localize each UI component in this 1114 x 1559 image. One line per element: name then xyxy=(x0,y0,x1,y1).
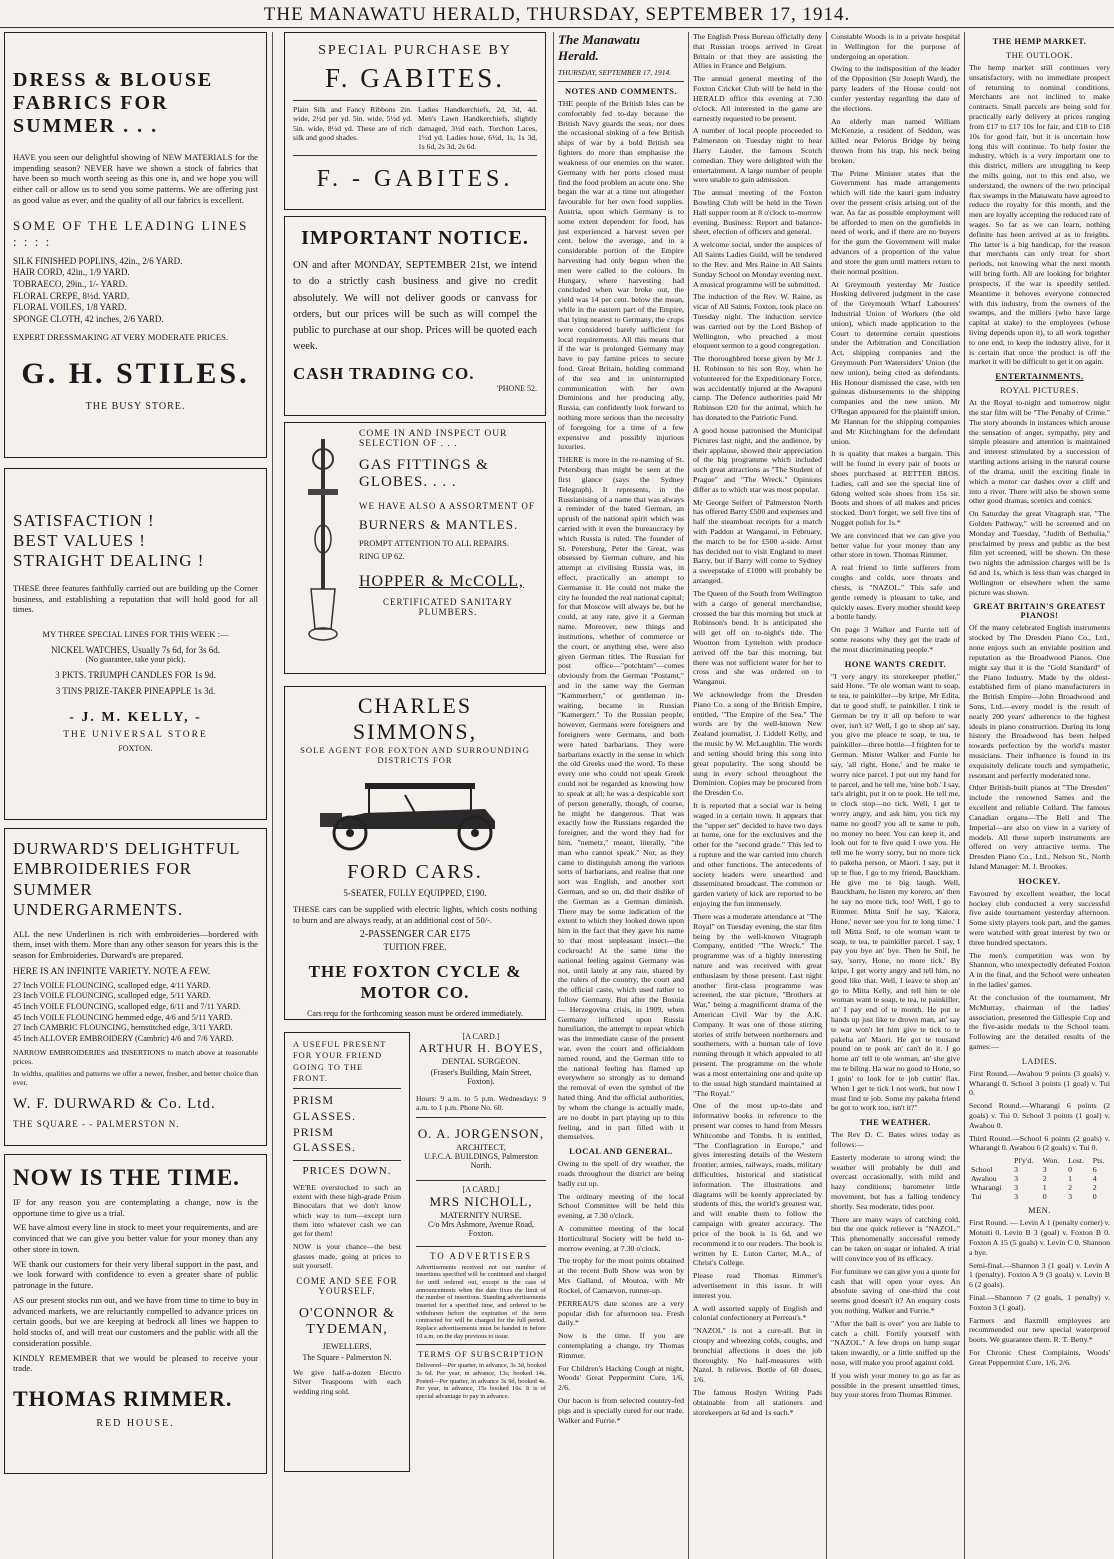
table-header-cell: Lost. xyxy=(1068,1156,1084,1166)
column-rule xyxy=(553,32,554,1559)
hockey-para: Favoured by excellent weather, the local hockey club conducted a very successful five aside tournament yesterday afternoon. Some sixty players took part, and the games were watched with great interest by two or three hundred spectators. xyxy=(969,888,1110,947)
hopper-phone: RING UP 62. xyxy=(359,552,405,561)
news-para: A number of local people proceeded to Palmerston on Tuesday night to hear Harry Lauder, the famous Scotch comedian. They were delighted with the entertainment. A large number of people were unable to gain admission. xyxy=(693,126,822,185)
table-cell: 1 xyxy=(1042,1183,1047,1193)
card-tag: [A CARD.] xyxy=(462,1032,500,1041)
table-cell: Tui xyxy=(971,1192,982,1202)
kelly-town: FOXTON. xyxy=(118,744,153,754)
table-header-cell: Won. xyxy=(1042,1156,1060,1166)
jorgenson-address: U.F.C.A. BUILDINGS, Palmerston North. xyxy=(424,1151,538,1170)
ladies-table xyxy=(969,1156,1110,1201)
news-para: There are many ways of catching cold, but the one quick reliever is "NAZOL." This phenomenally successful remedy can be taken on sugar or inhaled. A trial will convince you of its efficacy. xyxy=(831,1214,960,1263)
news-para: A welcome social, under the auspices of All Saints Ladies Guild, will be tendered to the Rev. and Mrs Raine in All Saints Sunday School on Monday evening next. A musical programme will be submitted. xyxy=(693,240,822,289)
pianos-para: Other British-built pianos at "The Dresden" include the renowned Sames and the excellent and reliable Collard. The famous Canadian organs—The Bell and The Imperial—are also on view in a variety of models. All these superb instruments are offered on very attractive terms. The Dresden Piano Co., Ltd., Nelson St., North Island Manager: M. J. Brookes. xyxy=(969,783,1110,871)
boyes-hours: Hours: 9 a.m. to 5 p.m. Wednesdays: 9 a.m. to 1 p.m. Phone No. 60. xyxy=(416,1094,546,1113)
weather-heading: THE WEATHER. xyxy=(860,1118,931,1128)
ladies-heading: LADIES. xyxy=(1021,1056,1058,1066)
local-para: Now is the time. If you are contemplating a change, try Thomas Rimmer. xyxy=(558,1331,684,1360)
simmons-advert xyxy=(284,686,546,1020)
cash-body: ON and after MONDAY, SEPTEMBER 21st, we intend to do a strictly cash business and give no credit absolutely. We will not deliver goods or canvass for orders, but our prices will be such as will compel the public to purchase at our shop. Prices will be quoted each week. xyxy=(293,260,537,353)
royal-para: At the Royal to-night and tomorrow night the star film will be "The Penalty of Crime." The story abounds in instances which arouse the sensation of anger, sympathy, pity and simple pleasure and attention is maintained and interest stimulated by a succession of startling actions arising in the natural course of the drama, until the exciting finale in which a motor car dashes over a cliff and into a river. There will also be shown some other good dramas, scenics and comics. xyxy=(969,398,1110,506)
durward-item: 45 Inch VOILE FLOUNCING, scalloped edge, 6/11 and 7/11 YARD. xyxy=(13,1002,241,1012)
gabites-handkerchiefs: Ladies Handkerchiefs, 2d, 3d, 4d. Men's Lawn Handkerchiefs, slightly damaged, 3½d each. Torchon Laces, 1½d yd. Ladies hose, 6½d, 1s, 1s 3d, 1s 6d, 2s 3d, 2s 6d. xyxy=(418,105,537,151)
durward-advert xyxy=(4,828,267,1146)
column-1 xyxy=(4,32,267,1559)
stiles-item: TOBRAECO, 29in., 1/- YARD. xyxy=(13,279,128,290)
table-cell: Wharangi xyxy=(971,1183,1002,1193)
news-para: "NAZOL" is not a cure-all. But in croupy and wheezing colds, coughs, and bronchial affections it does the job thoroughly. No half-measures with Nazol. It relieves. Bottle of 60 doses, 1/6. xyxy=(693,1326,822,1385)
durward-title: DURWARD'S DELIGHTFUL EMBROIDERIES FOR SUMMER UNDERGARMENTS. xyxy=(13,839,240,920)
table-row xyxy=(969,1183,1110,1192)
editorial-para: THERE is more in the re-naming of St. Petersburg than might be seen at the first glance (says the Sydney Telegraph). It represents, in the Russianising of a name that was always a reminder of the hated German, an uprush of the national spirit which was carried with it even the bureaucracy by which Russia is ruled. The founder of St. Petersburg, Peter the Great, was obsessed by German culture, and his attempt at civilising Russia was, in effect, practically an attempt to Germanise it. He could not make the city he founded the real national capital; for that Moscow will always be, but he could, at any rate, give it a German name. Moreover, new things and institutions, whether of commerce or the court, or anything else, were also given German titles. The Russian for post office—"potchtam"—comes obviously from the German "Postamt," and in the same way the German "Kammerherr," or gentleman in-waiting, became in Russian "Kamergerr." To the Russian people, however, Germans were foreigners and foreigners were Germans, and both were hated barbarians. They were barbarians exactly in the sense in which the old Greeks used the word. To these every one who could not speak Greek could not be regarded as knowing how to speak at all; he was a despicable sort of person generally, though, of course, he might be dangerous. That was exactly how the Russians regarded the foreigner, and the word they had for him, "nemetz," meant, literally, "the man who cannot speak." Nor, as they came to distinguish among the various sorts of barbarians, and realise that one sort was English, and another sort German, and so on, did their dislike of the German as a German diminish. There may be some indication of the extent to which they looked down upon him in the fact that they gave his name to that most unpleasant insect—the cockroach! At the same time the national feeling against Germany was not, until lately at any rate, shared by the rulers of the country, the court and the official caste, which used rather to follow Germany. But after the Bosnia — Herzegovina crisis, in 1909, when Germany inflicted upon Russia humiliation, the attempt to repeat which was the immediate cause of the present war, even the court and officialdom turned round, and the German title to the national feeling has flamed up everywhere so strongly as to demand the removal of even the symbol of the hated thing. And the official authorities, by whom the change is actually made, are no doubt in part playing up to this feeling, and in part filled with it themselves. xyxy=(558,455,684,1142)
stiles-item: SPONGE CLOTH, 42 inches, 2/6 YARD. xyxy=(13,314,164,325)
news-para: An elderly man named William McKenzie, a resident of Seddon, was killed near Pelorus Bridge by being thrown from his trap, his neck being broken. xyxy=(831,116,960,165)
news-para: Constable Woods is in a private hospital in Wellington for the purpose of undergoing an operation. xyxy=(831,32,960,61)
stiles-item: FLORAL CREPE, 8½d. YARD. xyxy=(13,290,130,301)
stiles-item: FLORAL VOILES, 1/8 YARD. xyxy=(13,302,127,313)
durward-narrow: NARROW EMBROIDERIES and INSERTIONS to match above at reasonable prices. xyxy=(13,1047,258,1066)
news-para: Owing to the indisposition of the leader of the Opposition (Sir Joseph Ward), the party leaders of the House could not confer yesterday regarding the date of the elections. xyxy=(831,64,960,113)
simmons-footer: Cars requ for the forthcoming season must be ordered immediately. xyxy=(307,1009,523,1019)
column-5 xyxy=(831,32,960,1559)
news-para: For Chronic Chest Complaints, Woods' Great Peppermint Cure, 1/6, 2/6. xyxy=(969,1348,1110,1367)
nicholl-role: MATERNITY NURSE. xyxy=(440,1209,522,1220)
column-rule xyxy=(688,32,689,1559)
hopper-text xyxy=(359,429,537,667)
table-header-cell: Pts. xyxy=(1092,1156,1105,1166)
column-3 xyxy=(558,32,684,1559)
table-cell: 4 xyxy=(1092,1174,1097,1184)
hockey-result: First Round. — Levin A 1 (penalty corner) v. Motuiti 0. Levin B 3 (goal) v. Foxton B 0. Foxton A 15 (5 goals) v. Levin C 0. Shannon a bye. xyxy=(969,1218,1110,1257)
durward-variety: HERE IS AN INFINITE VARIETY. NOTE A FEW. xyxy=(13,966,211,977)
rimmer-para: WE have almost every line in stock to meet your requirements, and are convinced that we can give you better value for your money than any other store in town. xyxy=(13,1222,258,1254)
hopper-burners: BURNERS & MANTLES. xyxy=(359,517,519,532)
news-para: At Greymouth yesterday Mr Justice Hosking delivered judgment in the case of the Greymouth Wharf Labourers' Industrial Union of Workers (the old union), which made application to the Court to determine certain questions under the Arbitration and Conciliation Act, shipping companies and the Greymouth Port Watersiders' Union (the new union), being cited as defendants. His Honour dismissed the case, with ten guineas disbursements to the shipping companies and the new union. Mr O'Regan appeared for the plaintiff union, Mr Hannan for the shipping companies and Mr Kitchingham for the defendant union. xyxy=(831,279,960,446)
kelly-line-2: BEST VALUES ! xyxy=(13,531,146,550)
royal-heading: ROYAL PICTURES. xyxy=(1000,386,1079,396)
card-tag: [A CARD.] xyxy=(462,1184,500,1194)
jorgenson-role: ARCHITECT, xyxy=(456,1141,506,1152)
table-cell: 3 xyxy=(1042,1165,1047,1175)
oconnor-address: The Square - Palmerston N. xyxy=(302,1353,392,1362)
kelly-advert xyxy=(4,468,267,820)
rimmer-para: IF for any reason you are contemplating a change, now is the opportune time to give us a trial. xyxy=(13,1197,258,1218)
news-para: Farmers and flaxmill employees are recommended our new special waterproof boots. We guarantee them. R. T. Betty.* xyxy=(969,1315,1110,1345)
lower-adverts-row xyxy=(284,1032,546,1472)
gas-fitting-illustration xyxy=(293,429,353,659)
news-para: Mr George Seifert of Palmerston North has offered Barry £500 and expenses and half the steamboat receipts for a match with Paddon at Wanganui, in February, the match to be for £500 a-side. Arnst has decided not to visit England to meet Barry, but if Barry will come to Sydney a sweepstake of £1000 will probably be arranged. xyxy=(693,497,822,586)
ford-car-illustration xyxy=(293,765,537,855)
news-para: "After the ball is over" you are liable to catch a chill. Fortify yourself with "NAZOL." A few drops on lump sugar taken inwardly, or a little sniffed up the nose, will make you proof against cold. xyxy=(831,1318,960,1367)
table-row xyxy=(969,1165,1110,1174)
cycle-motor-co: THE FOXTON CYCLE & MOTOR CO. xyxy=(308,962,522,1002)
hone-story: "I very angry its storekeeper pheller," said Hone. "Te ole woman want to soap, te tea, te painkiller—by kripe, Mr Edita, dat te good stuff, te painkiller. I tink te German be try it all up before te war over, isn't it? Well, I go te shop an' say, you give me pleace te soap, te tea, te painkiller—three bottle—I frighten for te German. Mister Walker and Furrie he say, 'all right, Hone,' and he make te worry nice parcel. I put out my hand for te parcel, and he tell me, 'nine bob.' I say, tat's alright, put it on te pook. He tell me, te clock stop—no tick. Well, I get te worry angry, and ask him, you tick my name no good? you all te same te pub, no money no beer. You can keep it, and look out for te five quid I owe you. He tell me he worry sorry, but no more tick to pakeha person, or Maori. I say, put it up te flue, I go to my friend, Bauckham. He give me te big laugh. Well, Bauckham, he listen my korero, an' then he say no more tick, too! Well, I go to Rimmer. Mitta Snif he say, 'Kaiora, Hone,' never see you for te long time.' I tell Mitta Snif, te ole woman want te soap, te tea, te painkiller parcel. I say, I pay you bye an' bye. Then he Snif, he say, 'sorry, Hone, no more tick.' By kripe, I get worry angry and tell him, no good like that. Well, I leave te shop an' go to Mitta Kelly, and tell him te ole woman want te soap, te tea, te painkiller, an' I pay end of te month. He put te hands up just like te drown man, an' say te war won't let him give te tick to te pakeha an' Maori. He got te tousand pound on te pook an' can't do it. I go home an' tell te ole woman, an' she give me te biling. Ha war no good to Hone, so I goin' to look for te job cuttin' flax. When I get te tick I not work, but now I must find te job. Some my pakeha friend be got to work too, isn't it?" xyxy=(831,671,960,1113)
ford-cars-heading: FORD CARS. xyxy=(347,861,483,883)
kelly-special-head: MY THREE SPECIAL LINES FOR THIS WEEK :— xyxy=(42,629,229,640)
hockey-para: The men's competition was won by Shannon, who unexpectedly defeated Foxton A in the final, and the School were unbeaten in the ladies' games. xyxy=(969,950,1110,990)
stiles-expert: EXPERT DRESSMAKING AT VERY MODERATE PRICES. xyxy=(13,331,228,342)
masthead: THE MANAWATU HERALD, THURSDAY, SEPTEMBER 17, 1914. xyxy=(0,0,1114,28)
cash-phone: 'PHONE 52. xyxy=(496,383,537,393)
news-para: The annual meeting of the Foxton Bowling Club will be held in the Town Hall supper room at 8 o'clock to-morrow evening. Business: Report and balance-sheet, election of officers and general. xyxy=(693,188,822,237)
table-cell: 0 xyxy=(1092,1192,1097,1202)
hockey-result: Second Round.—Wharangi 6 points (2 goals) v. Tui 0. School 3 points (1 goal) v. Awahou 0. xyxy=(969,1101,1110,1130)
cash-title: IMPORTANT NOTICE. xyxy=(301,227,529,249)
rimmer-para: WE thank our customers for their very liberal support in the past, and we look forward with confidence to even a greater share of public patronage in the future. xyxy=(13,1258,258,1291)
hockey-result: Semi-final.—Shannon 3 (1 goal) v. Levin A 1 (penalty). Foxton A 9 (3 goals) v. Levin B 6 (2 goals). xyxy=(969,1260,1110,1290)
weather-para: The Rev D. C. Bates wires today as follows:— xyxy=(831,1130,960,1149)
advertisers-text: Advertisements received not out number of insertions specified will be continued and charged for until ordered out, except in the case of announcements when the date fixes the limit of the number of insertions. Standing advertisements inserted for a specified time, and ordered to be withdrawn before the expiration of the term contracted for will be charged for the full period. Replace advertisements must be handed in before 10 a.m. on the day previous to issue. xyxy=(416,1263,546,1340)
oconnor-body-2: NOW is your chance—the best glasses made, going at prices to suit yourself. xyxy=(293,1242,401,1270)
stiles-name: G. H. STILES. xyxy=(21,356,250,390)
advertisers-heading: TO ADVERTISERS xyxy=(429,1250,533,1261)
durward-address: THE SQUARE - - PALMERSTON N. xyxy=(13,1118,180,1129)
news-para: It is reported that a social war is being waged in a certain town. It appears that the "upper set" decided to have two days at home, one for the exclusives and the other for the "second grade." This led to a rupture and the war carried into church and other functions. The antecedents of society leaders were unearthed and disseminated broadcast. The common or garden variety of kick are reported to be enjoying the fun immensely. xyxy=(693,800,822,909)
stiles-tagline: THE BUSY STORE. xyxy=(85,401,186,413)
outlook-heading: THE OUTLOOK. xyxy=(1006,51,1073,60)
oconnor-name: O'CONNOR & TYDEMAN, xyxy=(298,1306,396,1337)
rimmer-title: NOW IS THE TIME. xyxy=(13,1165,240,1190)
simmons-title: CHARLES SIMMONS, xyxy=(352,693,478,744)
news-para: The Queen of the South from Wellington with a cargo of general merchandise, crossed the bar this morning but stuck at Robinson's bend. It is anticipated she will get off on to-night's tide. The Wootton from Lyttelton with produce arrived off the bar this morning, but there was not sufficient water for her to cross and she was ordered on to Wanganui. xyxy=(693,588,822,687)
table-cell: 3 xyxy=(1068,1192,1073,1202)
men-heading: MEN. xyxy=(1028,1206,1051,1216)
table-cell: 6 xyxy=(1092,1165,1097,1175)
ford-price: 5-SEATER, FULLY EQUIPPED, £190. xyxy=(343,888,487,898)
local-para: PERREAU'S date scones are a very popular dish for afternoon tea. Fresh daily.* xyxy=(558,1298,684,1328)
gabites-heading: SPECIAL PURCHASE BY xyxy=(318,43,512,58)
boyes-role: DENTAL SURGEON. xyxy=(441,1056,521,1066)
hopper-gas: GAS FITTINGS & GLOBES. . . . xyxy=(359,457,489,490)
kelly-special-3: 3 TINS PRIZE-TAKER PINEAPPLE 1s 3d. xyxy=(55,686,216,697)
hopper-advert xyxy=(284,422,546,674)
local-para: Our bacon is from selected country-fed pigs and is specially cured for our trade. Walker and Furrie.* xyxy=(558,1396,684,1425)
subscription-heading: TERMS OF SUBSCRIPTION xyxy=(417,1349,545,1360)
table-header-row xyxy=(969,1156,1110,1165)
paper-name: The Manawatu Herald. xyxy=(558,32,640,63)
table-cell: 1 xyxy=(1068,1174,1073,1184)
kelly-special-2: 3 PKTS. TRIUMPH CANDLES FOR 1s 9d. xyxy=(55,670,216,681)
rimmer-para: KINDLY REMEMBER that we would be pleased to receive your trade. xyxy=(13,1352,258,1374)
oconnor-come: COME AND SEE FOR YOURSELF. xyxy=(296,1276,398,1296)
table-cell: 3 xyxy=(1014,1192,1019,1202)
table-cell: 2 xyxy=(1092,1183,1097,1193)
royal-para: On Saturday the great Vitagraph star, "The Golden Pathway," will be screened and on Monday and Tuesday, "Judith of Bethulia," proclaimed by press and public as the best film yet screened, will be shown. On these two nights the admission charges will be 1s 6d and 1s, which is less than was charged in Wellington or elsewhere when the same picture was shown. xyxy=(969,509,1110,597)
hockey-result: Final.—Shannon 7 (2 goals, 1 penalty) v. Foxton 3 (1 goal). xyxy=(969,1292,1110,1312)
stiles-advert xyxy=(4,32,267,458)
gabites-offers xyxy=(293,100,537,156)
table-cell: 0 xyxy=(1042,1192,1047,1202)
hemp-para: The hemp market still continues very unsatisfactory, with no immediate prospect of returning to nominal conditions. Merchants are not inclined to make contracts. Small parcels are being sold for practically early delivery at prices ranging from £17 to £17 10s for fair, and £18 to £18 10s for good fair, but it is uncertain how long this will continue. To help foster the industry, which is a very important one to this district, millers are struggling to keep the mills going, not to this end also, we understand, the owners of the two principal flax swamps in the Manawatu have agreed to reduce the royalty for this month, and the men are loyally accepting the reduced rate of wages. So far as we can learn, nothing definite has been arrived at as to freights. The latter is a big handicap, for the reason that merchants can only treat for short periods, not knowing what the next month will bring forth. All are looking for brighter prospects, if the war is speedily settled. Meantime it behoves everyone connected with this industry, from the owners of the swamps, and the millers (who have large capital at stake) to the employees (whose living depends upon it), to all work together to one end, to keep the industry alive, for it is certain that once the product is off the market it will be difficult to get it on again. xyxy=(969,63,1110,367)
news-para: One of the most up-to-date and informative books in reference to the present war comes to hand from Messrs Whitcombe and Tombs. It is entitled, "The Conflagration in Europe," and gives interesting details of the Western frontier, armies, railways, roads, military difficulties, historical and statistical information. The illustrations and diagrams will be keenly appreciated by students of this, the world's greatest war, and will enable them to follow the campaign with greater accuracy. The price of the book is 1s 6d, and we recommend it to our readers. The book is written by E. Luton Carter, M.A., of Christ's College. xyxy=(693,1101,822,1268)
oconnor-advert xyxy=(284,1032,410,1472)
column-rule xyxy=(964,32,965,1559)
news-para: A real friend to little sufferers from coughs and colds, sore throats and chests, is "NAZOL." This safe and gentle remedy is pleasant to take, and quickly eases. Every mother should keep a bottle handy. xyxy=(831,563,960,622)
durward-item: 27 Inch VOILE FLOUNCING, scalloped edge, 4/11 YARD. xyxy=(13,980,211,990)
column-2 xyxy=(284,32,546,1559)
news-para: We acknowledge from the Dresden Piano Co. a song of the British Empire, entitled, "The Empire of the Sea." The words are by the well-known New Zealand journalist, J. Liddell Kelly, and the music by W. McLaughlin. The words and setting should bring this song into great popularity. The song should be sung in every school throughout the Dominion. Copies may be procured from the Dresden Co. xyxy=(693,690,822,798)
news-para: A well assorted supply of English and colonial confectionery at Perreau's.* xyxy=(693,1303,822,1323)
oconnor-prism: PRISM GLASSES. PRISM GLASSES. xyxy=(293,1093,357,1155)
ford-tuition: TUITION FREE. xyxy=(383,942,447,953)
durward-name: W. F. DURWARD & Co. Ltd. xyxy=(13,1095,216,1112)
hopper-line: COME IN AND INSPECT OUR SELECTION OF . . . xyxy=(359,429,508,449)
local-para: The trophy for the most points obtained at the recent Bulb Show was won by Mrs Galland, of Moutoa, with Mr Rockel, of Carnarvon, runner-up. xyxy=(558,1256,684,1295)
durward-item: 45 Inch ALLOVER EMBROIDERY (Cambric) 4/6 and 7/6 YARD. xyxy=(13,1034,234,1044)
column-rule xyxy=(826,32,827,1559)
notes-heading: NOTES AND COMMENTS. xyxy=(564,87,678,96)
stiles-lines-heading: SOME OF THE LEADING LINES : : : : xyxy=(13,217,249,249)
rimmer-para: AS our present stocks run out, and we have from time to time to buy in advanced markets, we are reluctantly compelled to advance prices on certain goods, but we are keeping at bedrock all lines we happen to hold stocks of, and will treat our customers and the public with all the consideration possible. xyxy=(13,1294,258,1348)
oconnor-line: A USEFUL PRESENT FOR YOUR FRIEND GOING TO THE FRONT. xyxy=(293,1040,387,1084)
professional-cards xyxy=(416,1032,546,1472)
local-para: A committee meeting of the local Horticultural Society will be held to-morrow evening, at 7.30 o'clock. xyxy=(558,1224,684,1253)
hockey-result: Third Round.—School 6 points (2 goals) v. Wharangi 0. Awahou 6 (2 goals) v. Tui 0. xyxy=(969,1133,1110,1153)
news-para: The Prime Minister states that the Government has made arrangements which will tide the kauri gum industry over the present crisis arising out of the war. As far as possible employment will be afforded to men on the gumfields in need of work, and if there are no buyers for the gum the Government will make advances of a proportion of the value and store the gum until matters return to their normal position. xyxy=(831,168,960,276)
rimmer-tagline: RED HOUSE. xyxy=(96,1418,175,1430)
subscription-text: Delivered—Per quarter, in advance, 3s 3d, booked 3s 6d. Per year, in advance, 13s; booked 14s. Posted—Per quarter, in advance 3s 9d, booked 4s. Per year, in advance, 15s booked 16s. It is of special advantage to pay in advance. xyxy=(416,1362,546,1401)
cash-name: CASH TRADING CO. xyxy=(293,363,475,383)
rimmer-advert xyxy=(4,1154,267,1474)
gabites-footer: F. - GABITES. xyxy=(316,166,514,193)
boyes-name: ARTHUR H. BOYES, xyxy=(418,1041,544,1055)
hopper-line: WE HAVE ALSO A ASSORTMENT OF xyxy=(359,501,535,511)
stiles-item: SILK FINISHED POPLINS, 42in., 2/6 YARD. xyxy=(13,255,183,266)
durward-item: 45 Inch VOILE FLOUNCING hemmed edge, 4/6 and 5/11 YARD. xyxy=(13,1012,233,1022)
editorial-para: THE people of the British Isles can be comfortably fed to-day because the British Navy guards the seas, nor does the occasional sinking of a few British ships of war by a bold British sea fighters do more than emphasise the weakness of our enemies on the water. Germany with her ports closed must find the food problem an acute one. She began the war at a time not altogether favourable for her own food supplies. Austria, upon which Germany is to some extent dependent for food, has just experienced a harvest seven per cent. below the average, and in a considerable portion of the Empire harvesting had only begun when the men were called to the colours. In Hungary, where harvesting had concluded when war broke out, the yield was 14 per cent. below the mean, while in the eastern part of the Empire, that lying nearest to Germany, the crops were considered barely sufficient for local requirements. All this means that if the war is prolonged Germany may have to pay famine prices to secure food. Great Britain, holding command of the sea and in uninterrupted communication with her own Dominions and her producing ally, Russia, can confidently look forward to nothing more serious than the necessity of foregoing for a time of a few expensive and possibly injurious luxuries. xyxy=(558,99,684,452)
durward-item: 23 Inch VOILE FLOUNCING, scalloped edge, 5/11 YARD. xyxy=(13,991,211,1001)
oconnor-prices: PRICES DOWN. xyxy=(302,1164,392,1177)
news-para: Please read Thomas Rimmer's advertisement in this issue. It will interest you. xyxy=(693,1271,822,1300)
oconnor-body: WE'RE overstocked to such an extent with these high-grade Prism Binoculars that we don't know which way to turn—except turn them into whatever cash we can get for them! xyxy=(293,1182,401,1238)
hockey-para: At the conclusion of the tournament, Mr McMurray, chairman of the ladies' association, presented the Gillespie Cup and the five-aside medals to the School team. Following are the detailed results of the games:— xyxy=(969,992,1110,1051)
kelly-line-1: SATISFACTION ! xyxy=(13,511,155,530)
column-6 xyxy=(969,32,1110,1559)
stiles-item: HAIR CORD, 42in., 1/9 YARD. xyxy=(13,267,130,278)
cash-trading-advert xyxy=(284,216,546,416)
ford-body: THESE cars can be supplied with electric lights, which costs nothing to burn and are always ready, at an additional cost of 50/-. xyxy=(293,904,537,925)
stiles-intro: HAVE you seen our delightful showing of NEW MATERIALS for the impending season? NEVER have we shown a stock of fabrics that have been so much worth seeing as this one is, and we hope you will either call or allow us to send you some patterns. We are offering just as good value as ever, and the quality of all our fabrics is excellent. xyxy=(13,152,258,205)
news-para: There was a moderate attendance at "The Royal" on Tuesday evening, the star film being by the well-known Vitagraph Company, entitled "The Wreck." The programme was of a highly interesting nature and was received with great enthusiasm by those present. Last night another first-class programme was screened, the star picture, "Brothers at War," being a magnificent drama of the American Civil War by the A.K. Company. It was one of those stirring stories of strife between northerners and southerners, with a human tale of love running through it which appealed to all present. The programme on the whole was a most entertaining one and quite up to the usual high standard maintained at "The Royal." xyxy=(693,911,822,1098)
table-cell: 3 xyxy=(1014,1183,1019,1193)
table-header-cell xyxy=(969,1156,1012,1165)
local-para: The ordinary meeting of the local School Committee will be held this evening, at 7.30 o'clock. xyxy=(558,1191,684,1221)
table-row xyxy=(969,1192,1110,1201)
gabites-advert xyxy=(284,32,546,210)
hockey-result: First Round.—Awahou 9 points (3 goals) v. Wharangi 0. School 3 points (1 goal) v. Tui 0. xyxy=(969,1068,1110,1098)
weather-para: Easterly moderate to strong wind; the weather will probably be dull and overcast occasionally, with mild and hazy conditions; barometer little movement, but has a falling tendency shortly. Sea moderate, tides poor. xyxy=(831,1152,960,1211)
kelly-body: THESE three features faithfully carried out are building up the Corner business, and establishing a reputation that will hold good for all times. xyxy=(13,583,258,615)
editorial-date: THURSDAY, SEPTEMBER 17, 1914. xyxy=(558,68,672,77)
news-para: We are convinced that we can give you better value for your money than any other store in town. Thomas Rimmer. xyxy=(831,530,960,560)
news-para: On page 3 Walker and Furrie tell of some reasons why they get the trade of the most discriminating people.* xyxy=(831,625,960,654)
local-heading: LOCAL AND GENERAL. xyxy=(569,1147,673,1157)
hopper-repairs: PROMPT ATTENTION TO ALL REPAIRS. xyxy=(359,539,509,548)
gabites-ribbons: Plain Silk and Fancy Ribbons 2in. wide, 2½d per yd. 5in. wide, 5½d yd. 5in. wide, 8½d yd. These are of rich silk and good shades. xyxy=(293,105,412,142)
hopper-tagline: CERTIFICATED SANITARY PLUMBERS. xyxy=(383,597,513,617)
table-cell: 2 xyxy=(1068,1183,1073,1193)
local-para: For Children's Hacking Cough at night, Woods' Great Peppermint Cure, 1/6, 2/6. xyxy=(558,1363,684,1393)
kelly-name: - J. M. KELLY, - xyxy=(69,710,202,726)
news-para: The English Press Bureau officially deny that Russian troops arrived in Great Britain or that they are assisting the Allies in France and Belgium. xyxy=(693,32,822,71)
table-cell: 2 xyxy=(1042,1174,1047,1184)
table-cell: School xyxy=(971,1165,993,1175)
table-cell: Awahou xyxy=(971,1174,997,1184)
news-para: A good house patronised the Municipal Pictures last night, and the audience, by their applause, showed their appreciation of the big programme which included such great attractions as "The Student of Prague" and "The Wreck." Opinions differ as to which star was most popular. xyxy=(693,425,822,494)
news-para: The famous Roslyn Writing Pads obtainable from all stationers and storekeepers at 6d and 1s each.* xyxy=(693,1388,822,1417)
boyes-address: (Fraser's Building, Main Street, Foxton). xyxy=(430,1068,532,1086)
kelly-special-1: NICKEL WATCHES, Usually 7s 6d, for 3s 6d. xyxy=(51,645,220,656)
table-cell: 3 xyxy=(1014,1165,1019,1175)
oconnor-trade: JEWELLERS, xyxy=(322,1342,372,1351)
column-4 xyxy=(693,32,822,1559)
column-rule xyxy=(272,32,273,1559)
kelly-special-1-note: (No guarantee, take your pick). xyxy=(85,655,186,665)
table-row xyxy=(969,1174,1110,1183)
jorgenson-name: O. A. JORGENSON, xyxy=(417,1125,545,1141)
news-para: The induction of the Rev. W. Raine, as vicar of All Saints, Foxton, took place on Tuesday night. The induction service was carried out by the Lord Bishop of Wellington, who preached a most eloquent sermon to a good congregation. xyxy=(693,292,822,351)
news-para: For furniture we can give you a quote for cash that will open your eyes. An absolute saving of one-third the cost seems good doesn't it? An enquiry costs you nothing. Walker and Furrie.* xyxy=(831,1266,960,1315)
table-header-cell: Pl'y'd. xyxy=(1014,1156,1034,1166)
hockey-heading: HOCKEY. xyxy=(1018,876,1061,886)
stiles-title: DRESS & BLOUSE FABRICS FOR SUMMER . . . xyxy=(13,69,214,137)
entertainments-heading: ENTERTAINMENTS. xyxy=(995,372,1084,382)
hopper-name: HOPPER & McCOLL, xyxy=(359,573,524,590)
durward-item: 27 Inch CAMBRIC FLOUNCING, hemstitched edge, 3/11 YARD. xyxy=(13,1023,233,1033)
pianos-heading: GREAT BRITAIN'S GREATEST PIANOS! xyxy=(973,602,1106,621)
gabites-name: F. GABITES. xyxy=(324,63,506,93)
durward-widths: In widths, qualities and patterns we offer a newer, fresher, and better choice than ever. xyxy=(13,1069,258,1088)
oconnor-teaspoons: We give half-a-dozen Electro Silver Teaspoons with each wedding ring sold. xyxy=(293,1368,401,1396)
news-para: If you wish your money to go as far as possible in the present unsettled times, buy your stores from Thomas Rimmer. xyxy=(831,1370,960,1400)
news-para: It is quality that makes a bargain. This will be found in every pair of boots or shoes purchased at RETTER BROS. Ladies, call and see the special line of 6dong welted sole shoes from 15s sir. Boots and shoes of all makes and prices stocked. Don't forget, we sell five tins of Nugget polish for 1s.* xyxy=(831,449,960,527)
nicholl-name: MRS NICHOLL, xyxy=(429,1193,533,1209)
table-cell: 3 xyxy=(1014,1174,1019,1184)
local-para: Owing to the spell of dry weather, the roads throughout the district are being badly cut up. xyxy=(558,1159,684,1188)
hone-heading: HONE WANTS CREDIT. xyxy=(844,659,947,669)
ford-two-passenger: 2-PASSENGER CAR £175 xyxy=(359,929,471,941)
kelly-store: THE UNIVERSAL STORE xyxy=(63,730,208,741)
pianos-para: Of the many celebrated English instruments stocked by The Dresden Piano Co., Ltd., none enjoys such an enviable position and reputation as the Broadwood Pianos. One might say that it is the "Gold Standard" of the Piano Industry. Made by the oldest-established firm of piano manufacturers in the British Empire—John Broadwood and Sons, Ltd.—every model is the result of nearly 200 years' adherence to the highest ideals in piano construction. During its long history the Broadwood has been helped towards perfection by the world's master musicians. Their influence is found in its exquisitely delicate touch and sympathetic, resonant and perfectly moderated tone. xyxy=(969,623,1110,780)
table-cell: 0 xyxy=(1068,1165,1073,1175)
durward-body: ALL the new Underlinen is rich with embroideries—bordered with them, inset with them. More than any other season for years this is the season for Embroideries. Durward's are prepared. xyxy=(13,928,258,961)
news-para: The annual general meeting of the Foxton Cricket Club will be held in the HERALD office this evening at 7.30 o'clock. All interested in the game are earnestly requested to be present. xyxy=(693,74,822,123)
simmons-agent: SOLE AGENT FOR FOXTON AND SURROUNDING DISTRICTS FOR xyxy=(300,745,530,765)
rimmer-name: THOMAS RIMMER. xyxy=(13,1386,233,1412)
nicholl-address: C/o Mrs Ashmore, Avenue Road, Foxton. xyxy=(427,1219,535,1238)
hemp-heading: THE HEMP MARKET. xyxy=(992,37,1087,46)
stiles-item-list xyxy=(13,256,258,326)
news-para: The thoroughbred horse given by Mr J. H. Robinson to his son Roy, when he volunteered for the Expeditionary Force, was accidentally injured at the Awapuni camp. The Defence authorities paid Mr Robinson £20 for the animal, which he has donated to the Patriotic Fund. xyxy=(693,354,822,423)
kelly-line-3: STRAIGHT DEALING ! xyxy=(13,551,205,570)
